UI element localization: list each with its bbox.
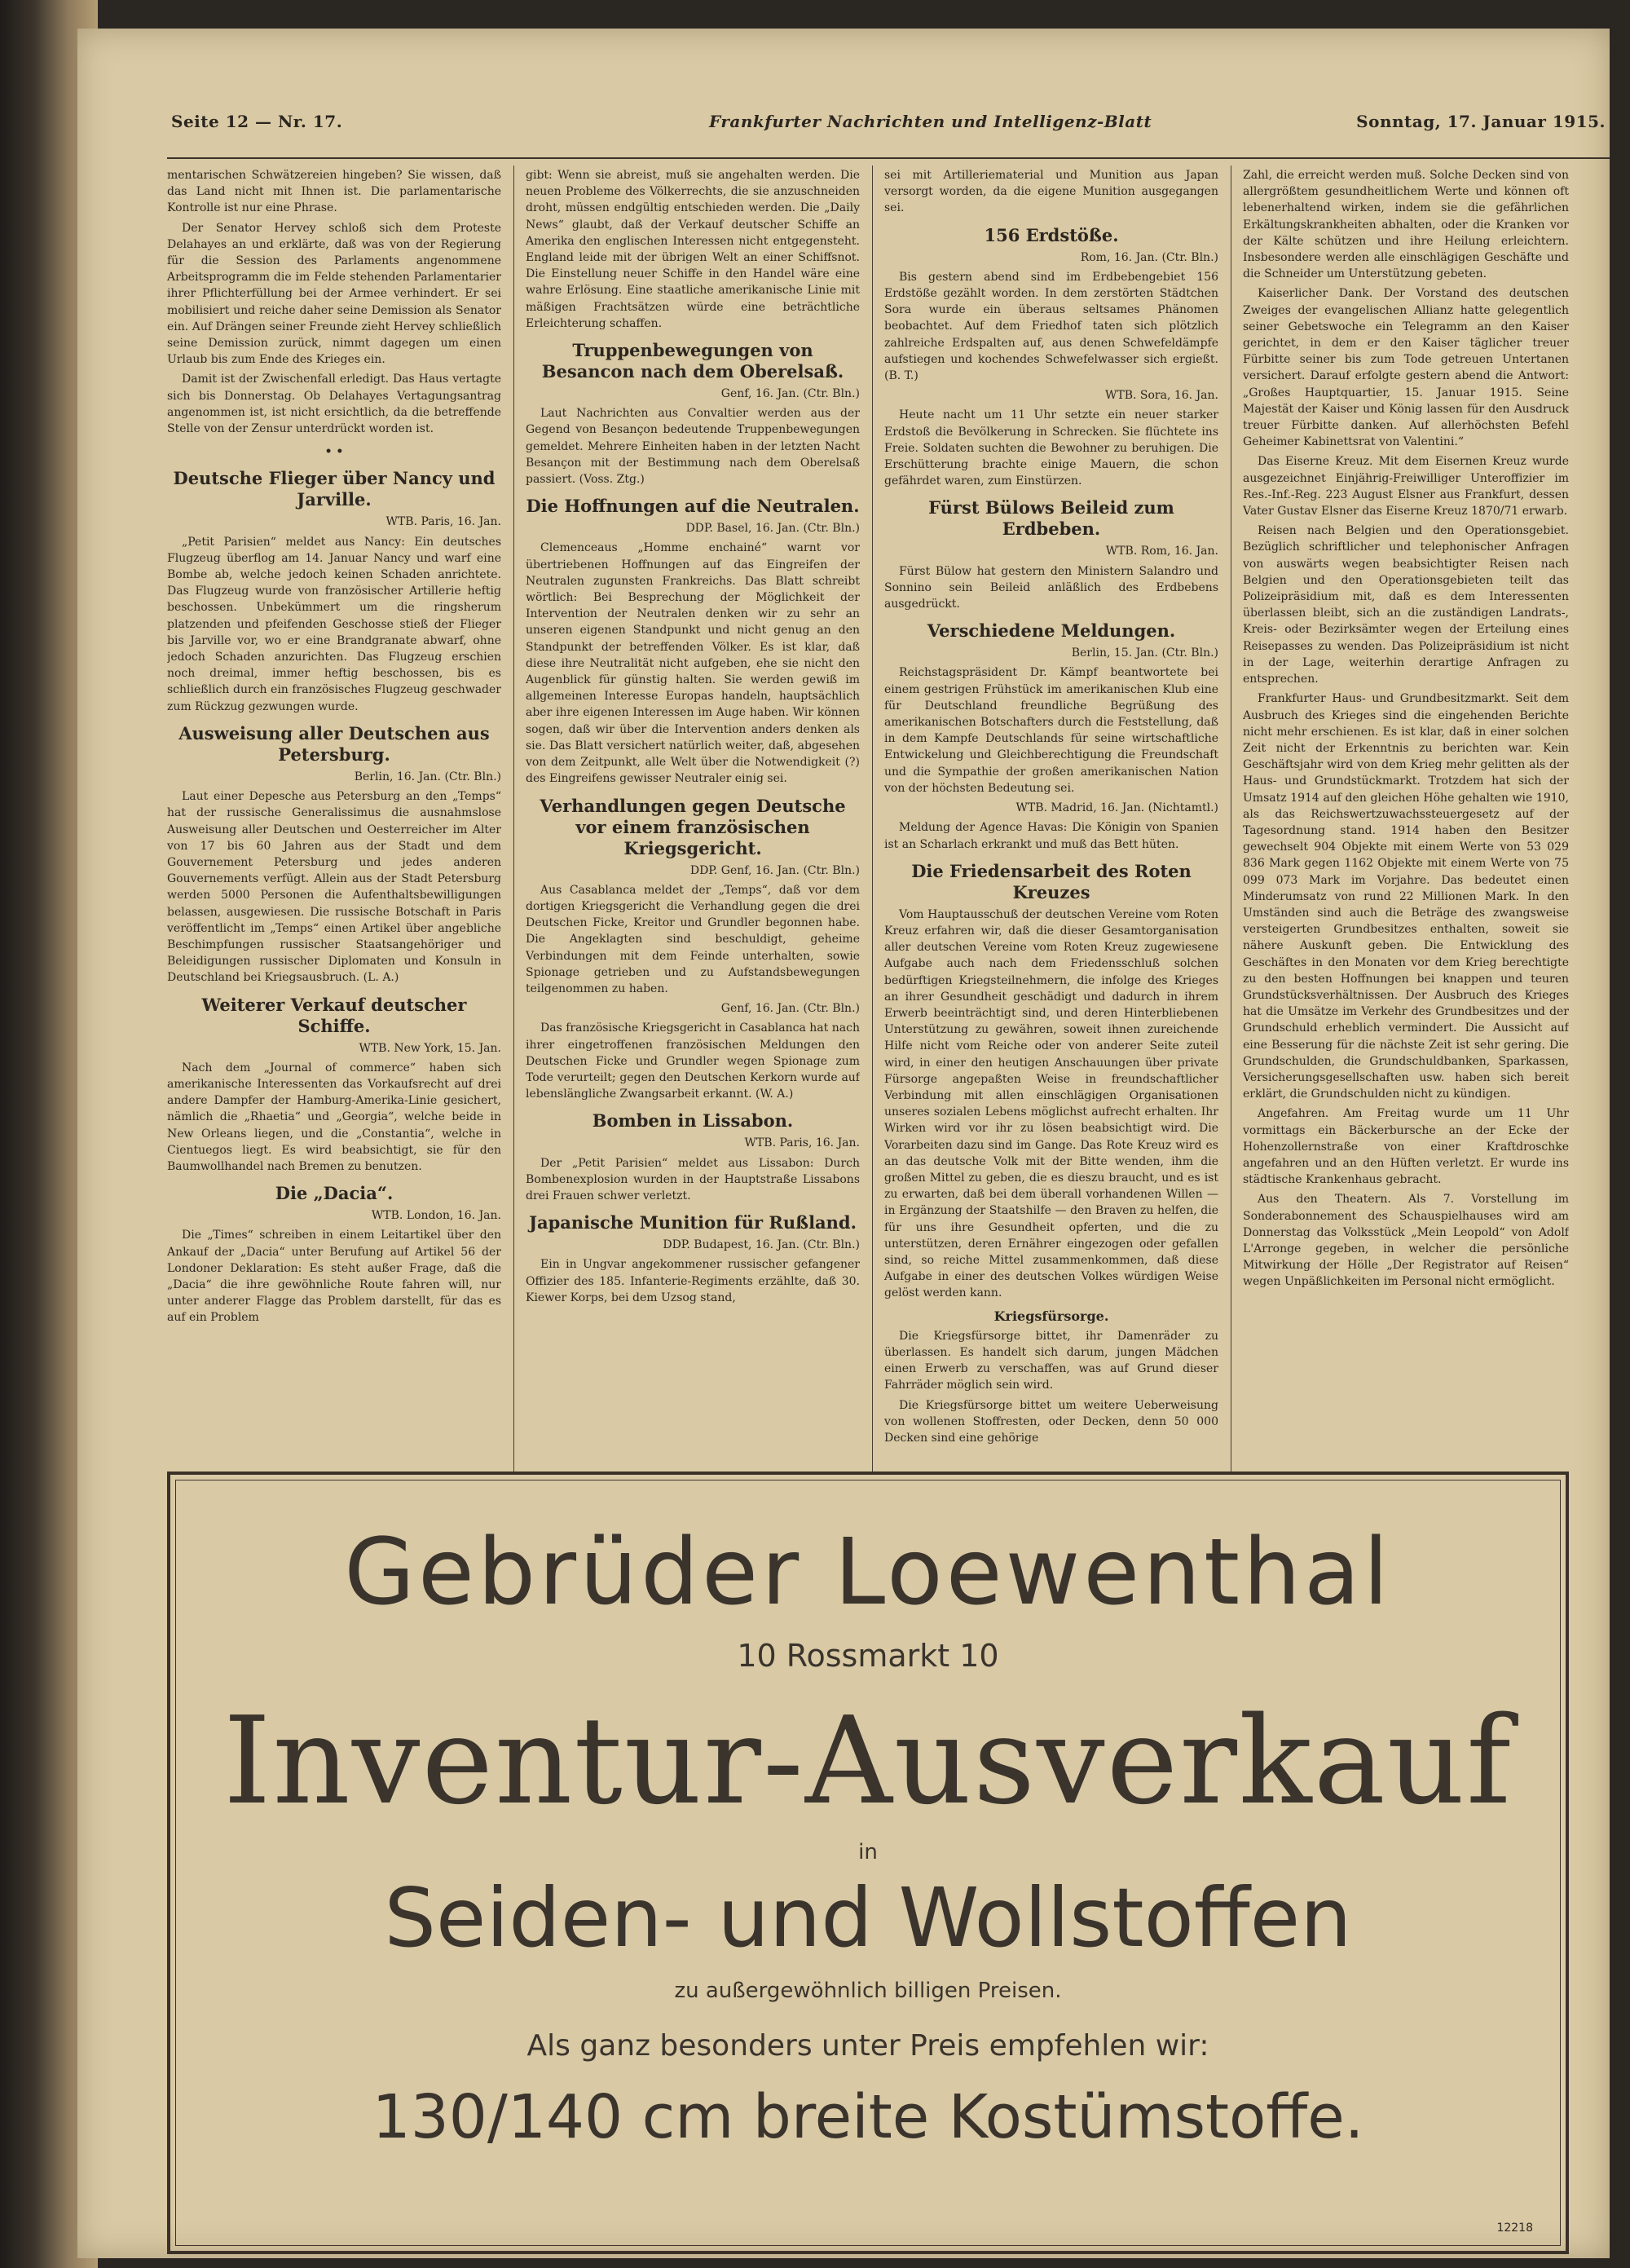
paragraph: sei mit Artilleriematerial und Munition aus Japan versorgt worden, da die eigene Munition ausgegangen sei. bbox=[884, 169, 1218, 215]
ad-firm-name: Gebrüder Loewenthal bbox=[344, 1520, 1392, 1626]
dateline: WTB. New York, 15. Jan. bbox=[359, 1041, 501, 1055]
paragraph: Meldung der Agence Havas: Die Königin von Spanien ist an Scharlach erkrankt und muß das Bett hüten. bbox=[884, 821, 1218, 851]
paragraph: Der „Petit Parisien“ meldet aus Lissabon: Durch Bombenexplosion wurden in der Hauptstraße Lissabons drei Frauen schwer verletzt. bbox=[526, 1156, 860, 1202]
masthead: Frankfurter Nachrichten und Intelligenz-Blatt bbox=[709, 112, 1152, 131]
subheading: Kriegsfürsorge. bbox=[993, 1308, 1109, 1324]
paragraph: Heute nacht um 11 Uhr setzte ein neuer starker Erdstoß die Bevölkerung in Schrecken. Sie flüchtete ins Freie. Soldaten suchten die Bewohner zu beruhigen. Die Erschütterung brachte einige Mauern, die schon gefährdet waren, zum Einstürzen. bbox=[884, 408, 1218, 488]
page-number: Seite 12 — Nr. 17. bbox=[171, 112, 343, 131]
column-1 bbox=[167, 167, 501, 1476]
article-headline: Bomben in Lissabon. bbox=[592, 1110, 794, 1132]
dateline: WTB. Paris, 16. Jan. bbox=[385, 515, 501, 529]
paragraph: Die „Times“ schreiben in einem Leitartikel über den Ankauf der „Dacia“ unter Berufung auf Artikel 56 der Londoner Deklaration: Es steht außer Frage, daß die „Dacia“ die ihre gewöhnliche Route fahren will, nur unter anderer Flagge das Problem darstellt, für das es auf ein Problem bbox=[167, 1229, 501, 1325]
paragraph: Reichstagspräsident Dr. Kämpf beantwortete bei einem gestrigen Frühstück im amerikanischen Klub eine für Deutschland freundliche Begrüßung des amerikanischen Botschafters durch die Feststellung, daß in dem Kampfe Deutschlands für seine wirtschaftliche Entwickelung und Gleichberechtigung die Freundschaft und die Sympathie der großen amerikanischen Nation von der höchsten Bedeutung sei. bbox=[884, 666, 1218, 795]
article-headline: Die Hoffnungen auf die Neutralen. bbox=[526, 496, 860, 517]
article-headline: Deutsche Flieger über Nancy und Jarville. bbox=[173, 468, 496, 510]
article-headline: Japanische Munition für Rußland. bbox=[529, 1212, 857, 1233]
article-columns bbox=[167, 161, 1610, 1485]
article-headline: Truppenbewegungen von Besancon nach dem Oberelsaß. bbox=[541, 340, 844, 382]
issue-date: Sonntag, 17. Januar 1915. bbox=[1356, 112, 1606, 131]
section-dots: • • bbox=[324, 445, 344, 459]
paragraph: Die Kriegsfürsorge bittet, ihr Damenräder zu überlassen. Es handelt sich darum, jungen Mädchen einen Erwerb zu verschaffen, was auf Grund dieser Fahrräder möglich sein wird. bbox=[884, 1329, 1218, 1392]
paragraph: Aus den Theatern. Als 7. Vorstellung im Sonderabonnement des Schauspielhauses wird am Donnerstag das Volksstück „Mein Leopold“ von Adolf L'Arronge gegeben, in welcher die persönliche Mitwirkung der Hölle „Der Registrator auf Reisen“ wegen Unpäßlichkeiten im Personal nicht ermöglicht. bbox=[1243, 1193, 1569, 1289]
dateline: Berlin, 16. Jan. (Ctr. Bln.) bbox=[354, 770, 501, 783]
dateline: Genf, 16. Jan. (Ctr. Bln.) bbox=[720, 387, 860, 401]
dateline: Berlin, 15. Jan. (Ctr. Bln.) bbox=[1071, 646, 1218, 660]
ad-price-note: zu außergewöhnlich billigen Preisen. bbox=[674, 1979, 1062, 2003]
paragraph: Das Eiserne Kreuz. Mit dem Eisernen Kreuz wurde ausgezeichnet Einjährig-Freiwilliger Unteroffizier im Res.-Inf.-Reg. 223 August Elsner aus Frankfurt, dessen Vater Gustav Elsner das Eiserne Kreuz 1870/71 erwarb. bbox=[1243, 455, 1569, 518]
paragraph: Bis gestern abend sind im Erdbebengebiet 156 Erdstöße gezählt worden. In dem zerstörten Städtchen Sora wurde ein überaus seltsames Phänomen beobachtet. Auf dem Friedhof taten sich plötzlich zahlreiche Erdspalten auf, aus denen Schwefeldämpfe aufstiegen und kochendes Schwefelwasser sich ergießt. (B. T.) bbox=[884, 270, 1218, 383]
ad-headline: Inventur-Ausverkauf bbox=[223, 1691, 1513, 1831]
paragraph: Die Kriegsfürsorge bittet um weitere Ueberweisung von wollenen Stoffresten, oder Decken, denn 50 000 Decken sind eine gehörige bbox=[884, 1398, 1218, 1445]
ad-in: in bbox=[858, 1840, 878, 1864]
column-2 bbox=[526, 167, 860, 1476]
paragraph: mentarischen Schwätzereien hingeben? Sie wissen, daß das Land nicht mit Ihnen ist. Die parlamentarische Kontrolle ist nur eine Phrase. bbox=[167, 169, 501, 215]
column-rule bbox=[872, 165, 873, 1474]
paragraph: Fürst Bülow hat gestern den Ministern Salandro und Sonnino sein Beileid anläßlich des Erdbebens ausgedrückt. bbox=[884, 564, 1218, 611]
article-headline: Verschiedene Meldungen. bbox=[927, 620, 1176, 642]
paragraph: Angefahren. Am Freitag wurde um 11 Uhr vormittags ein Bäckerbursche an der Ecke der Hohenzollernstraße von einer Kraftdroschke angefahren und an den Hüften verletzt. Er wurde ins städtische Krankenhaus gebracht. bbox=[1243, 1107, 1569, 1187]
dateline: WTB. London, 16. Jan. bbox=[371, 1209, 501, 1223]
header-rule bbox=[167, 157, 1610, 159]
paragraph: Aus Casablanca meldet der „Temps“, daß vor dem dortigen Kriegsgericht die Verhandlung gegen die drei Deutschen Ficke, Kreitor und Grundler begonnen habe. Die Angeklagten sind beschuldigt, geheime Verbindungen mit dem Feinde unterhalten, sowie Spionage getrieben und zu Aufstandsbewegungen teilgenommen zu haben. bbox=[526, 883, 860, 995]
ad-offer: 130/140 cm breite Kostümstoffe. bbox=[372, 2082, 1364, 2152]
ad-recommendation: Als ganz besonders unter Preis empfehlen wir: bbox=[526, 2029, 1209, 2063]
article-headline: Die Friedensarbeit des Roten Kreuzes bbox=[911, 860, 1192, 902]
paragraph: Kaiserlicher Dank. Der Vorstand des deutschen Zweiges der evangelischen Allianz hatte gelegentlich seiner Gebetswoche ein Telegramm an den Kaiser gerichtet, in dem er den Kaiser täglicher treuer Fürbitte seiner bis zum Tode getreuen Untertanen versichert. Darauf erfolgte gestern abend die Antwort: „Großes Hauptquartier, 15. Januar 1915. Seine Majestät der Kaiser und König lassen für den Ausdruck treuer Fürbitte danken. Auf allerhöchsten Befehl Geheimer Kabinettsrat von Valentini.“ bbox=[1243, 287, 1569, 449]
paragraph: Zahl, die erreicht werden muß. Solche Decken sind von allergrößtem gesundheitlichem Werte und können oft lebenerhaltend wirken, indem sie die gefährlichen Erkältungskrankheiten abhalten, oder die Kranken vor der Kälte schützen und ihre Heilung erleichtern. Insbesondere werden alle einschlägigen Geschäfte und die Schneider um Unterstützung gebeten. bbox=[1243, 169, 1569, 281]
dateline: WTB. Rom, 16. Jan. bbox=[1105, 545, 1218, 558]
dateline: WTB. Madrid, 16. Jan. (Nichtamtl.) bbox=[1015, 801, 1218, 815]
article-headline: Weiterer Verkauf deutscher Schiffe. bbox=[201, 994, 467, 1036]
newspaper-page bbox=[77, 29, 1610, 2258]
dateline: WTB. Sora, 16. Jan. bbox=[1104, 389, 1218, 403]
dateline: DDP. Budapest, 16. Jan. (Ctr. Bln.) bbox=[663, 1238, 860, 1252]
paragraph: Der Senator Hervey schloß sich dem Proteste Delahayes an und erklärte, daß was von der Regierung für die Session des Parlaments angenommene Arbeitsprogramm die im Felde stehenden Parlamentarier ihrer Pflichterfüllung bei der Armee verhindert. Er sei mobilisiert und reiche daher seine Demission als Senator ein. Auf Drängen seiner Freunde zieht Hervey schließlich seine Demission zurück, nimmt dagegen um einen Urlaub bis zum Ende des Krieges ein. bbox=[167, 221, 501, 367]
dateline: Rom, 16. Jan. (Ctr. Bln.) bbox=[1080, 250, 1218, 264]
dateline: Genf, 16. Jan. (Ctr. Bln.) bbox=[720, 1002, 860, 1016]
column-rule bbox=[513, 165, 514, 1474]
article-headline: 156 Erdstöße. bbox=[984, 224, 1119, 245]
article-headline: Ausweisung aller Deutschen aus Petersburg. bbox=[178, 722, 490, 765]
paragraph: Das französische Kriegsgericht in Casablanca hat nach ihrer eingetroffenen französischen Meldungen den Deutschen Ficke und Grundler wegen Spionage zum Tode verurteilt; gegen den Deutschen Kerkorn wurde auf lebenslängliche Zwangsarbeit erkannt. (W. A.) bbox=[526, 1021, 860, 1101]
article-headline: Die „Dacia“. bbox=[275, 1183, 394, 1204]
ad-code: 12218 bbox=[1496, 2222, 1533, 2235]
dateline: DDP. Basel, 16. Jan. (Ctr. Bln.) bbox=[685, 522, 860, 536]
paragraph: Nach dem „Journal of commerce“ haben sich amerikanische Interessenten das Vorkaufsrecht auf drei andere Dampfer der Hamburg-Amerika-Linie gesichert, nämlich die „Rhaetia“ und „Georgia“, welche beide in New Orleans liegen, und die „Constantia“, welche in Cientuegos liegt. Es wird beabsichtigt, sie für den Baumwollhandel nach Bremen zu benutzen. bbox=[167, 1061, 501, 1173]
paragraph: Laut Nachrichten aus Convaltier werden aus der Gegend von Besançon bedeutende Truppenbewegungen gemeldet. Mehrere Einheiten haben in der letzten Nacht Besançon mit der Bestimmung nach dem Oberelsaß passiert. (Voss. Ztg.) bbox=[526, 407, 860, 487]
paragraph: Frankfurter Haus- und Grundbesitzmarkt. Seit dem Ausbruch des Krieges sind die eingehenden Berichte nicht mehr erschienen. Es ist klar, daß in einer solchen Zeit nicht der Erkenntnis zu berichten war. Kein Geschäftsjahr wird von dem Krieg mehr gelitten als der Haus- und Grundstückmarkt. Trotzdem hat sich der Umsatz 1914 auf den gleichen Höhe gehalten wie 1910, als das Reichswertzuwachssteuergesetz auf der Tagesordnung stand. 1914 haben den Besitzer gewechselt 904 Objekte mit einem Werte von 53 029 836 Mark gegen 1162 Objekte mit einem Werte von 75 099 073 Mark im Vorjahre. Das bedeutet einen Minderumsatz von rund 22 Millionen Mark. In den Umständen sind auch die Beträge des zwangsweise versteigerten Grundbesitzes enthalten, soweit sie nähere Auskunft geben. Die Entwicklung des Geschäftes in den Monaten vor dem Krieg berechtigte zu den besten Hoffnungen bei knappen und teuren Grundstücksverhältnissen. Der Ausbruch des Krieges hat die Umsätze im Verkehr des Grundbesitzes und der Grundschuld erheblich vermindert. Die Aussicht auf eine Besserung für die nächste Zeit ist sehr gering. Die Grundschulden, die Grundschuldbanken, Sparkassen, Versicherungsgesellschaften usw. haben sich bereit erklärt, die Grundschulden nicht zu kündigen. bbox=[1243, 692, 1569, 1101]
paragraph: Reisen nach Belgien und den Operationsgebiet. Bezüglich schriftlicher und telephonischer Anfragen von auswärts wegen beabsichtigter Reisen nach Belgien und den Operationsgebieten teilt das Polizeipräsidium mit, daß es dem Interessenten überlassen bleibt, sich an die zuständigen Landrats-, Kreis- oder Bezirksämter wegen der Erteilung eines Reisepasses zu wenden. Das Polizeipräsidium ist nicht in der Lage, weiterhin derartige Anfragen zu entsprechen. bbox=[1243, 524, 1569, 686]
page-header bbox=[171, 100, 1606, 149]
dateline: WTB. Paris, 16. Jan. bbox=[744, 1136, 860, 1150]
paragraph: Damit ist der Zwischenfall erledigt. Das Haus vertagte sich bis Donnerstag. Ob Delahayes Vertagungsantrag angenommen ist, ist nicht ersichtlich, da die betreffende Stelle von der Zensur unterdrückt worden ist. bbox=[167, 373, 501, 436]
paragraph: Vom Hauptausschuß der deutschen Vereine vom Roten Kreuz erfahren wir, daß die dieser Gesamtorganisation aller deutschen Vereine vom Roten Kreuz zugewiesene Aufgabe auch nach dem Friedensschluß solchen bedürftigen Kriegsteilnehmern, die infolge des Krieges an ihrer Gesundheit geschädigt und dadurch in ihrem Erwerb beeinträchtigt sind, und deren Hinterbliebenen Unterstützung zu gewähren, soweit ihnen zureichende Hilfe nicht vom Reiche oder von anderer Seite zuteil wird, in einer den heutigen Anschauungen über private Fürsorge angepaßten Weise in freundschaftlicher Verbindung mit allen einschlägigen Organisationen unseres sozialen Lebens möglichst aufrecht erhalten. Ihr Wirken wird vor ihr zu lösen beabsichtigt wird. Die Vorarbeiten dazu sind im Gange. Das Rote Kreuz wird es an das deutsche Volk mit der Bitte wenden, ihm die großen Mittel zu geben, die es dieszu braucht, und es ist zu erwarten, daß bei dem überall vorhandenen Willen — in Ergänzung der Staatshilfe — den Braven zu helfen, die für uns ihre Gesundheit opferten, und die zu unterstützen, deren Ernährer eingezogen oder gefallen sind, so reiche Mittel zusammenkommen, daß diese Aufgabe in einer des deutschen Volkes würdigen Weise gelöst werden kann. bbox=[884, 907, 1218, 1300]
article-headline: Fürst Bülows Beileid zum Erdbeben. bbox=[928, 497, 1174, 540]
advertisement bbox=[167, 1472, 1569, 2254]
ad-address: 10 Rossmarkt 10 bbox=[737, 1638, 999, 1674]
paragraph: Clemenceaus „Homme enchainé“ warnt vor übertriebenen Hoffnungen auf das Eingreifen der Neutralen zugunsten Frankreichs. Das Blatt schreibt wörtlich: Bei Besprechung der Möglichkeit der Intervention der Neutralen denken wir zu sehr an unseren eigenen Standpunkt und nicht genug an den Standpunkt der betreffenden Völker. Es ist klar, daß diese ihre Neutralität nicht aufgeben, ehe sie nicht den Augenblick für günstig halten. Sie werden gewiß im allgemeinen Interesse Europas handeln, hauptsächlich aber ihre eigenen Interessen im Auge haben. Wir können sogen, daß wir über die Intervention anders denken als sie. Das Blatt versichert natürlich weiter, daß, abgesehen von dem Zeitpunkt, alle Welt über die Notwendigkeit (?) des Eingreifens gewisser Neutraler einig sei. bbox=[526, 541, 860, 786]
paragraph: „Petit Parisien“ meldet aus Nancy: Ein deutsches Flugzeug überflog am 14. Januar Nancy und warf eine Bombe ab, welche jedoch keinen Schaden anrichtete. Das Flugzeug wurde von französischer Artillerie heftig beschossen. Unbekümmert um die ringsherum platzenden und pfeifenden Geschosse stieß der Flieger bis Jarville vor, wo er eine Brandgranate abwarf, ohne jedoch Schaden anzurichten. Das Flugzeug erschien noch dreimal, immer heftig beschossen, bis es schließlich durch ein französisches Flugzeug geschwader zum Rückzug gezwungen wurde. bbox=[167, 535, 501, 713]
paragraph: Ein in Ungvar angekommener russischer gefangener Offizier des 185. Infanterie-Regiments erzählte, daß 30. Kiewer Korps, bei dem Uzsog stand, bbox=[526, 1258, 860, 1304]
ad-goods: Seiden- und Wollstoffen bbox=[384, 1870, 1352, 1966]
dateline: DDP. Genf, 16. Jan. (Ctr. Bln.) bbox=[689, 863, 860, 877]
column-3 bbox=[884, 167, 1218, 1476]
paragraph: Laut einer Depesche aus Petersburg an den „Temps“ hat der russische Generalissimus die ausnahmslose Ausweisung aller Deutschen und Oesterreicher im Alter von 17 bis 60 Jahren aus der Stadt und dem Gouvernement Petersburg und jedes anderen Gouvernements verfügt. Allein aus der Stadt Petersburg werden 5000 Personen die Aufenthaltsbewilligungen belassen, ausgewiesen. Die russische Botschaft in Paris veröffentlicht im „Temps“ einen Artikel über angebliche Beschimpfungen russischer Staatsangehöriger und Beleidigungen russischer Diplomaten und Konsuln in Deutschland bei Kriegsausbruch. (L. A.) bbox=[167, 790, 501, 985]
article-headline: Verhandlungen gegen Deutsche vor einem französischen Kriegsgericht. bbox=[540, 795, 846, 858]
paragraph: gibt: Wenn sie abreist, muß sie angehalten werden. Die neuen Probleme des Völkerrechts, die sie anzuschneiden droht, müssen endgültig entschieden werden. Die „Daily News“ glaubt, daß der Verkauf deutscher Schiffe an Amerika den englischen Interessen nicht entgegensteht. England leide mit der übrigen Welt an einer Schiffsnot. Die Einstellung neuer Schiffe in den Handel wäre eine wahre Erlösung. Eine staatliche amerikanische Linie mit mäßigen Frachtsätzen würde eine beträchtliche Erleichterung schaffen. bbox=[526, 169, 860, 330]
column-4 bbox=[1243, 167, 1569, 1476]
